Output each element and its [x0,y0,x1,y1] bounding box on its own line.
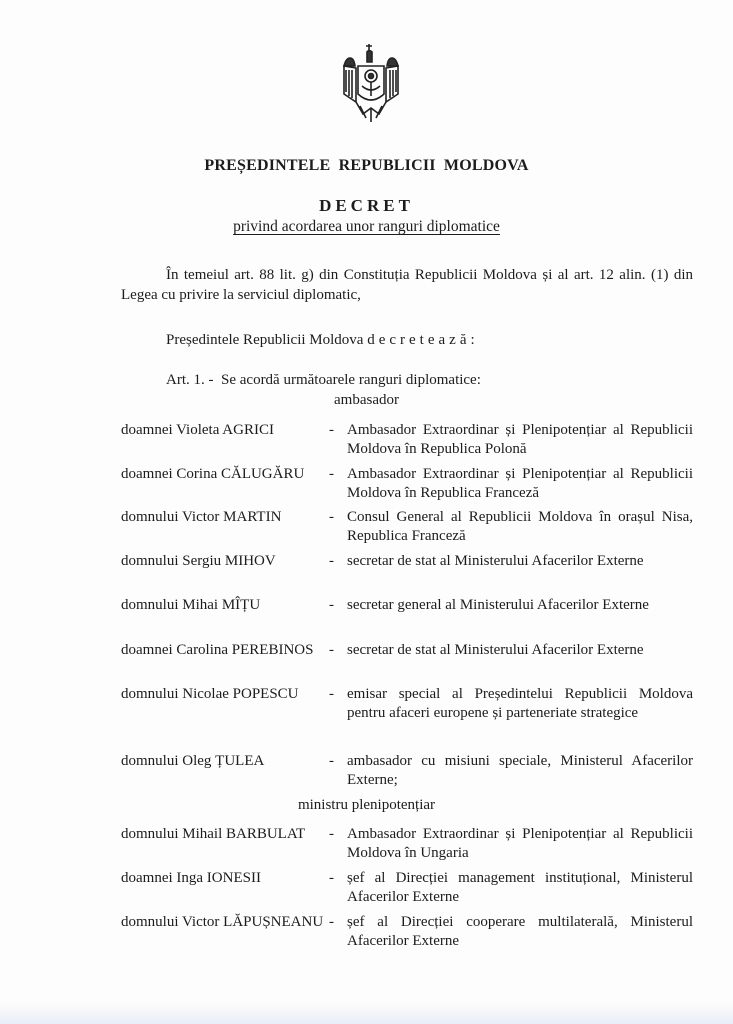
decree-intro-text: Președintele Republicii Moldova [166,332,364,348]
article-1 [121,370,693,390]
decree-verb: decretează: [367,332,479,348]
document-type-title: DECRET [319,196,414,215]
separator-dash: - [329,597,334,613]
recipient-name: doamnei Inga IONESII [121,870,261,886]
position-description: secretar de stat al Ministerului Afacerilor Externe [347,642,644,658]
position-description: emisar special al Președintelui Republicii Moldova pentru afaceri europene și parteneriate strategice [347,686,693,721]
position-description: secretar de stat al Ministerului Afacerilor Externe [347,553,644,569]
separator-dash: - [329,553,334,569]
position-description: ambasador cu misiuni speciale, Ministerul Afacerilor Externe; [347,753,693,788]
position-description: secretar general al Ministerului Afacerilor Externe [347,597,649,613]
position-description: Ambasador Extraordinar și Plenipotențiar al Republicii Moldova în Republica Polonă [347,422,693,457]
recipient-name: domnului Nicolae POPESCU [121,686,299,702]
preamble-paragraph: În temeiul art. 88 lit. g) din Constituția Republicii Moldova și al art. 12 alin. (1) din Legea cu privire la serviciul diplomatic, [121,267,693,303]
recipient-name: doamnei Carolina PEREBINOS [121,642,314,658]
recipient-name: domnului Victor LĂPUȘNEANU [121,914,324,930]
recipient-name: doamnei Violeta AGRICI [121,422,274,438]
decree-intro-paragraph [121,330,693,350]
recipient-name: domnului Oleg ȚULEA [121,753,265,769]
separator-dash: - [329,466,334,482]
recipient-name: domnului Victor MARTIN [121,509,282,525]
separator-dash: - [329,642,334,658]
separator-dash: - [329,914,334,930]
position-description: șef al Direcției cooperare multilaterală, Ministerul Afacerilor Externe [347,914,693,949]
separator-dash: - [329,753,334,769]
separator-dash: - [329,870,334,886]
separator-dash: - [329,686,334,702]
scan-edge-shadow [0,1002,733,1024]
article-text: Se acordă următoarele ranguri diplomatice: [221,372,481,388]
document-subtitle [0,218,733,236]
rank-heading-ministru-plenipotentiar: ministru plenipotențiar [297,797,436,813]
position-description: Ambasador Extraordinar și Plenipotențiar al Republicii Moldova în Republica Franceză [347,466,693,501]
article-label: Art. 1. - [166,372,214,388]
separator-dash: - [329,422,334,438]
position-description: Ambasador Extraordinar și Plenipotențiar al Republicii Moldova în Ungaria [347,826,693,861]
recipient-name: domnului Sergiu MIHOV [121,553,276,569]
separator-dash: - [329,826,334,842]
issuer-heading: PREȘEDINTELE REPUBLICII MOLDOVA [204,157,529,174]
recipient-name: doamnei Corina CĂLUGĂRU [121,466,305,482]
separator-dash: - [329,509,334,525]
position-description: șef al Direcției management instituțional, Ministerul Afacerilor Externe [347,870,693,905]
recipient-name: domnului Mihai MÎȚU [121,597,261,613]
coat-of-arms-icon [338,42,404,124]
rank-heading-ambasador: ambasador [334,392,399,408]
recipient-name: domnului Mihail BARBULAT [121,826,306,842]
position-description: Consul General al Republicii Moldova în orașul Nisa, Republica Franceză [347,509,693,544]
subtitle-text: privind acordarea unor ranguri diplomatice [233,218,500,235]
